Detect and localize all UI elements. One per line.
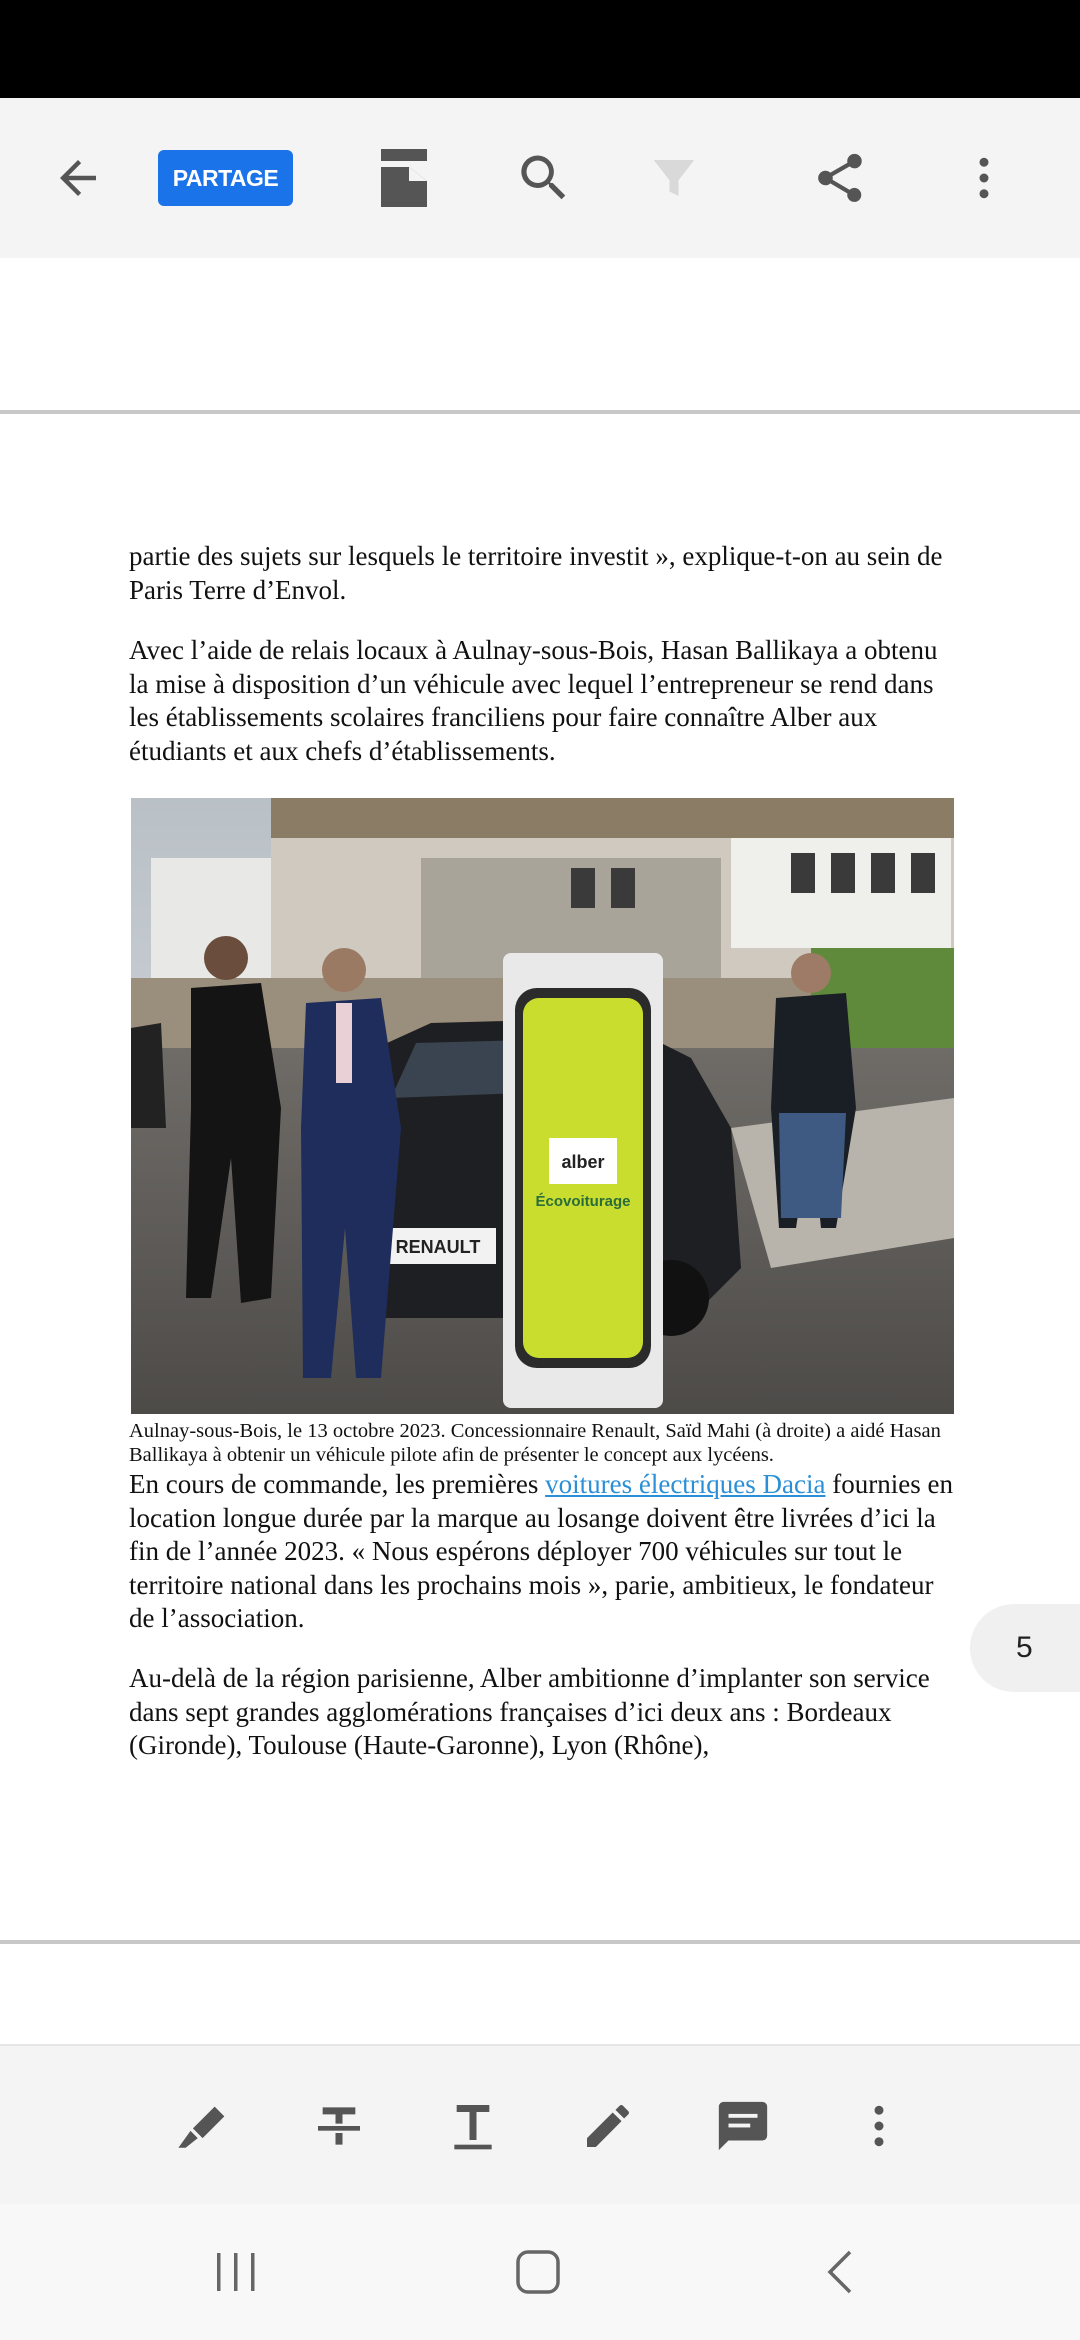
arrow-left-icon: [51, 151, 105, 205]
highlighter-icon: [176, 2097, 234, 2155]
page-number-badge[interactable]: [970, 1604, 1080, 1692]
reading-mode-button[interactable]: [364, 98, 444, 258]
previous-page-bottom: [0, 258, 1080, 410]
photo-caption: Aulnay-sous-Bois, le 13 octobre 2023. Concessionnaire Renault, Saïd Mahi (à droite) a aidé Hasan Ballikaya à obtenir un véhicule pilote afin de présenter le concept aux lycéens.: [129, 1420, 941, 1466]
back-button[interactable]: [38, 98, 118, 258]
comment-icon: [714, 2097, 772, 2155]
pencil-icon: [580, 2098, 636, 2154]
recent-apps-icon: [213, 2249, 259, 2295]
more-vert-icon: [852, 2099, 906, 2153]
more-tools-button[interactable]: [834, 2046, 924, 2206]
search-button[interactable]: [504, 98, 584, 258]
annotation-toolbar: [0, 2044, 1080, 2206]
paragraph-4: Au-delà de la région parisienne, Alber ambitionne d’implanter son service dans sept grandes agglomérations françaises d’ici deux ans : Bordeaux (Gironde), Toulouse (Haute-Garonne), Lyon (Rhône),: [129, 1663, 930, 1760]
draw-button[interactable]: [563, 2046, 653, 2206]
nav-back-button[interactable]: [780, 2204, 900, 2340]
paragraph-3: [129, 1468, 959, 1636]
share-icon-button[interactable]: [800, 98, 880, 258]
status-bar: [0, 0, 1080, 98]
top-toolbar: [0, 98, 1080, 260]
system-nav-bar: [0, 2204, 1080, 2340]
strikethrough-icon: [311, 2098, 367, 2154]
comment-button[interactable]: [698, 2046, 788, 2206]
banner-brand: alber: [561, 1152, 605, 1172]
page-separator-bottom: [0, 1940, 1080, 1944]
share-icon: [811, 149, 869, 207]
home-button[interactable]: [478, 2204, 598, 2340]
paragraph-3-start: En cours de commande, les premières: [129, 1469, 546, 1499]
back-icon: [820, 2248, 860, 2296]
share-button[interactable]: PARTAGE: [158, 150, 293, 206]
underline-button[interactable]: [428, 2046, 518, 2206]
highlight-button[interactable]: [160, 2046, 250, 2206]
more-options-button[interactable]: [944, 98, 1024, 258]
article-photo: [131, 798, 954, 1414]
dacia-link[interactable]: voitures électriques Dacia: [545, 1469, 826, 1499]
paragraph-1: partie des sujets sur lesquels le territoire investit », explique-t-on au sein de Paris Terre d’Envol.: [129, 541, 943, 605]
paragraph-2: Avec l’aide de relais locaux à Aulnay-sous-Bois, Hasan Ballikaya a obtenu la mise à disposition d’un véhicule avec lequel l’entrepreneur se rend dans les établissements scolaires franciliens pour faire connaître Alber aux étudiants et aux chefs d’établissements.: [129, 635, 938, 766]
filter-icon: [647, 151, 701, 205]
banner-sub: Écovoiturage: [535, 1193, 631, 1210]
page-number: 5: [1016, 1631, 1033, 1664]
filter-button[interactable]: [634, 98, 714, 258]
underline-text-icon: [445, 2098, 501, 2154]
strikethrough-button[interactable]: [294, 2046, 384, 2206]
plate-text: RENAULT: [395, 1237, 481, 1257]
reading-mode-icon: [379, 147, 429, 209]
home-icon: [514, 2248, 562, 2296]
recent-apps-button[interactable]: [176, 2204, 296, 2340]
search-icon: [514, 148, 574, 208]
more-vert-icon: [957, 151, 1011, 205]
paragraph-3-end: fournies en location longue durée par la marque au losange doivent être livrées d’ici la fin de l’année 2023. « Nous espérons déployer 700 véhicules sur tout le territoire national dans les prochains mois », parie, ambitieux, le fondateur de l’association.: [129, 1469, 953, 1633]
